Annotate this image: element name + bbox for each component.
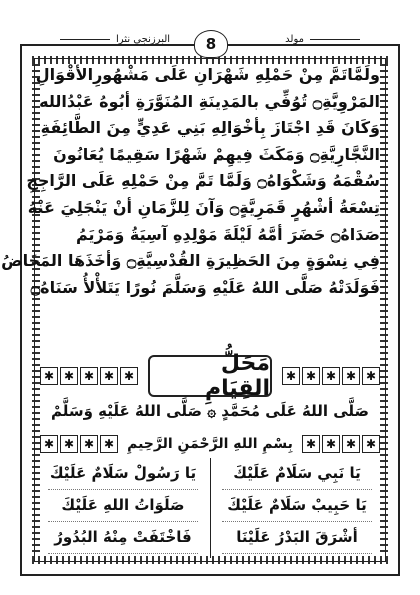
- text-line: المَرْوِيَّةِ۝ تُوُفِّي بالمَدِينَةِ المُنَوَّرَةِ أبُوهُ عَبْدُالله: [39, 91, 380, 111]
- header-rule: [60, 39, 110, 40]
- star-ornament-icon: ✱: [120, 367, 138, 385]
- star-ornament-icon: ✱: [100, 367, 118, 385]
- header-rule: [310, 39, 360, 40]
- poem-right-column: [222, 458, 372, 558]
- star-ornament-icon: ✱: [342, 367, 360, 385]
- text-line: ولَمَّاتَمَّ مِنْ حَمْلِهِ شَهْرَانِ عَلَى مَشْهُورِالأقْوَالِ: [35, 65, 380, 84]
- star-ornament-icon: ✱: [322, 435, 340, 453]
- poem-line: يَا حَبِيبْ سَلَامٌ عَلَيْكَ: [222, 490, 372, 522]
- text-line: فِي نِسْوَةٍ مِنَ الحَظِيرَةِ القُدْسِيَّةِ۝ وَأخَذَهَا المَخَاضُ: [1, 251, 380, 271]
- text-line: سُقْمَهُ وَشَكْوَاهُ۝ وَلَمَّا تَمَّ مِنْ حَمْلِهِ عَلَى الرَّاجِحِ: [26, 171, 380, 191]
- poem-line: فَاخْتَفَتْ مِنْهُ البُدُورُ: [48, 522, 198, 554]
- ornament-right: [302, 435, 380, 453]
- poem-block: [48, 458, 372, 558]
- poem-line: صَلَوَاتُ اللهِ عَلَيْكَ: [48, 490, 198, 522]
- salawat-line: صَلَّى اللهُ عَلَى مُحَمَّدٍ ۞ صَلَّى اللهُ عَلَيْهِ وَسَلَّمْ: [50, 402, 370, 420]
- ornament-left: [40, 435, 118, 453]
- header-right-label: مولد: [285, 33, 304, 45]
- star-ornament-icon: ✱: [80, 435, 98, 453]
- star-ornament-icon: ✱: [40, 367, 58, 385]
- ornament-left: [40, 367, 138, 385]
- text-line: النَّجَّارِيَّةِ۝ وَمَكَثَ فِيهِمْ شَهْرًا سَقِيمًا يُعَانُونَ: [53, 144, 380, 164]
- body-text: [1, 62, 380, 301]
- banner-title: مَحَلُّ القِيَامِ: [148, 355, 272, 397]
- text-line: وَكَانَ قَدِ اجْتَازَ بِأخْوَالِهِ بَنِي عَدِيٍّ مِنَ الطَّائِفَةِ: [40, 118, 380, 138]
- star-ornament-icon: ✱: [342, 435, 360, 453]
- star-ornament-icon: ✱: [60, 367, 78, 385]
- text-line: تِسْعَةُ أشْهُرٍ قَمَرِيَّةٍ۝ وَآنَ لِلزَّمَانِ أنْ يَنْجَلِيَ عَنْهُ: [27, 197, 380, 217]
- poem-line: أشْرَقَ البَدْرُ عَلَيْنَا: [222, 522, 372, 554]
- star-ornament-icon: ✱: [322, 367, 340, 385]
- star-ornament-icon: ✱: [302, 367, 320, 385]
- poem-divider: [210, 458, 211, 558]
- star-ornament-icon: ✱: [60, 435, 78, 453]
- text-line: فَوَلَدَتْهُ صَلَّى اللهُ عَلَيْهِ وَسَلَّمَ نُورًا يَتَلأْلأُ سَنَاهُ۝: [30, 277, 380, 297]
- text-line: صَدَاهُ۝ حَضَرَ أمَّهُ لَيْلَةَ مَوْلِدِهِ آسِيَةُ وَمَرْيَمُ: [76, 224, 380, 244]
- star-ornament-icon: ✱: [80, 367, 98, 385]
- star-ornament-icon: ✱: [302, 435, 320, 453]
- star-ornament-icon: ✱: [100, 435, 118, 453]
- poem-line: يَا رَسُولْ سَلَامٌ عَلَيْكَ: [48, 458, 198, 490]
- poem-left-column: [48, 458, 198, 558]
- page-number: 8: [194, 30, 228, 58]
- header-left-label: البرزنجي نثرا: [116, 33, 171, 45]
- basmala-row: [40, 432, 380, 456]
- poem-line: يَا نَبِي سَلَامٌ عَلَيْكَ: [222, 458, 372, 490]
- star-ornament-icon: ✱: [282, 367, 300, 385]
- ornament-right: [282, 367, 380, 385]
- star-ornament-icon: ✱: [362, 367, 380, 385]
- star-ornament-icon: ✱: [362, 435, 380, 453]
- star-ornament-icon: ✱: [40, 435, 58, 453]
- basmala: بِسْمِ اللهِ الرَّحْمَنِ الرَّحِيمِ: [127, 436, 293, 452]
- section-banner: [40, 353, 380, 399]
